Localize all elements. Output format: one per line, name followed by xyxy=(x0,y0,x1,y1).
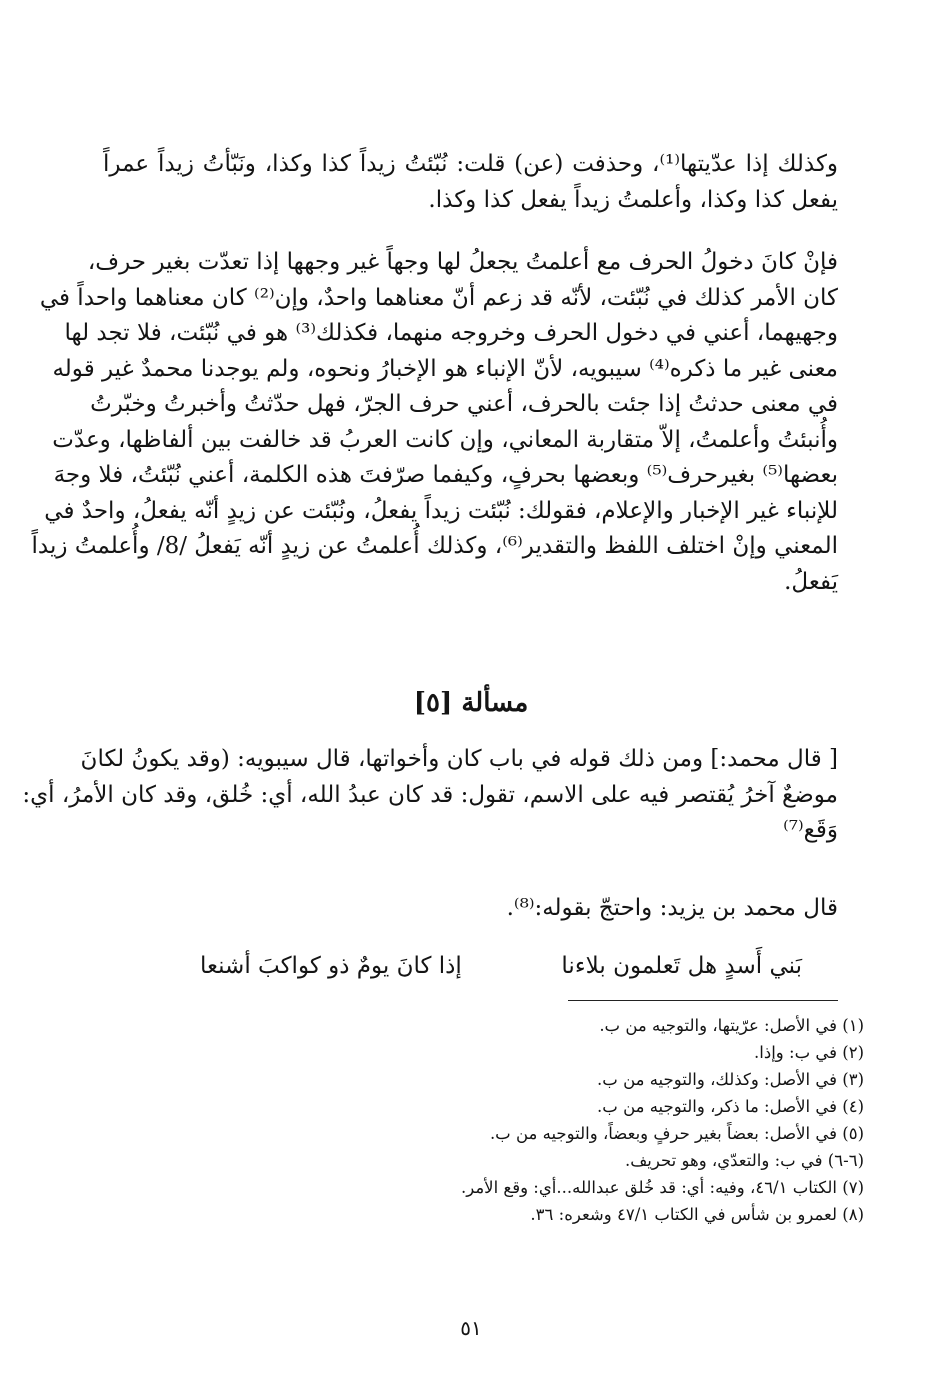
text-line: [ قال محمد:] ومن ذلك قوله في باب كان وأخواتها، قال سيبويه: (وقد يكونُ لكانَ xyxy=(80,746,838,772)
verse-intro: قال محمد بن يزيد: واحتجّ بقوله:⁽⁸⁾. xyxy=(506,895,838,921)
text-line: المعني وإنْ اختلف اللفظ والتقدير⁽⁶⁾، وكذلك أُعلمتُ عن زيدٍ أنّه يَفعلُ /8/ وأُعلمتُ زيداً xyxy=(31,533,838,559)
text-line: وجهيهما، أعني في دخول الحرف وخروجه منهما، فكذلك⁽³⁾ هو في نُبّئت، فلا تجد لها xyxy=(64,320,838,346)
page-number: ٥١ xyxy=(460,1316,482,1340)
text-line: كان الأمر كذلك في نُبّئت، لأنّه قد زعم أنّ معناهما واحدٌ، وإن⁽²⁾ كان معناهما واحداً في xyxy=(39,284,838,311)
text-line: يفعل كذا وكذا، وأعلمتُ زيداً يفعل كذا وكذا. xyxy=(428,186,838,213)
text-line: للإنباء غير الإخبار والإعلام، فقولك: نُبّئت زيداً يفعلُ، ونُبّئت عن زيدٍ أنّه يفعلُ، واحدٌ في xyxy=(44,497,838,524)
footnote: (٥) في الأصل: بعضاً بغير حرفٍ وبعضاً، والتوجيه من ب. xyxy=(489,1124,864,1143)
footnotes xyxy=(461,1012,864,1228)
paragraph-2 xyxy=(31,245,838,600)
verse-second-hemistich: إذا كانَ يومٌ ذو كواكبَ أشنعا xyxy=(200,953,462,979)
paragraph-3 xyxy=(22,742,838,849)
text-line: يَفعلُ. xyxy=(784,568,838,595)
verse-first-hemistich: بَني أَسدٍ هل تَعلمون بلاءنا xyxy=(561,953,802,979)
footnote: (١) في الأصل: عرّيتها، والتوجيه من ب. xyxy=(599,1016,864,1035)
paragraph-1 xyxy=(103,147,838,218)
footnote: (٧) الكتاب ٤٦/١، وفيه: أي: قد خُلق عبدالله...أي: وقع الأمر. xyxy=(461,1178,864,1197)
text-line: موضعٌ آخرُ يُقتصر فيه على الاسم، تقول: قد كان عبدُ الله، أي: خُلق، وقد كان الأمرُ، أي: xyxy=(22,781,838,808)
text-line: وكذلك إذا عدّيتها⁽¹⁾، وحذفت (عن) قلت: نُبّئتُ زيداً كذا وكذا، ونَبّأتُ زيداً عمراً xyxy=(103,151,839,177)
text-line: وَقَع⁽⁷⁾ xyxy=(783,817,838,843)
text-line: بعضها⁽⁵⁾ بغيرحرف⁽⁵⁾ وبعضها بحرفٍ، وكيفما صرّفتَ هذه الكلمة، أعني نُبّئتُ، فلا وجهَ xyxy=(53,462,838,488)
text-line: فإنْ كانَ دخولُ الحرف مع أعلمتُ يجعلُ لها وجهاً غير وجهها إذا تعدّت بغير حرف، xyxy=(87,249,838,275)
footnote-separator xyxy=(568,1000,838,1001)
text-line: معنى غير ما ذكره⁽⁴⁾ سيبويه، لأنّ الإنباء هو الإخبارُ ونحوه، ولم يوجدنا محمدٌ غير قوله xyxy=(52,355,838,382)
text-line: وأُنبئتُ وأعلمتُ، إلاّ متقاربة المعاني، وإن كانت العربُ قد خالفت بين ألفاظها، وعدّت xyxy=(52,426,838,453)
footnote: (٦-٦) في ب: والتعدّي، وهو تحريف. xyxy=(624,1151,864,1170)
footnote: (٤) في الأصل: ما ذكر، والتوجيه من ب. xyxy=(597,1097,864,1116)
footnote: (٣) في الأصل: وكذلك، والتوجيه من ب. xyxy=(597,1070,864,1089)
text-line: في معنى حدثتُ إذا جئت بالحرف، أعني حرف الجرّ، فهل حدّثتُ وأخبرتُ وخبّرتُ xyxy=(90,391,838,417)
footnote: (٢) في ب: وإذا. xyxy=(754,1043,864,1062)
section-title: مسألة [٥] xyxy=(413,688,529,718)
footnote: (٨) لعمرو بن شأس في الكتاب ٤٧/١ وشعره: ٣٦. xyxy=(530,1205,864,1224)
